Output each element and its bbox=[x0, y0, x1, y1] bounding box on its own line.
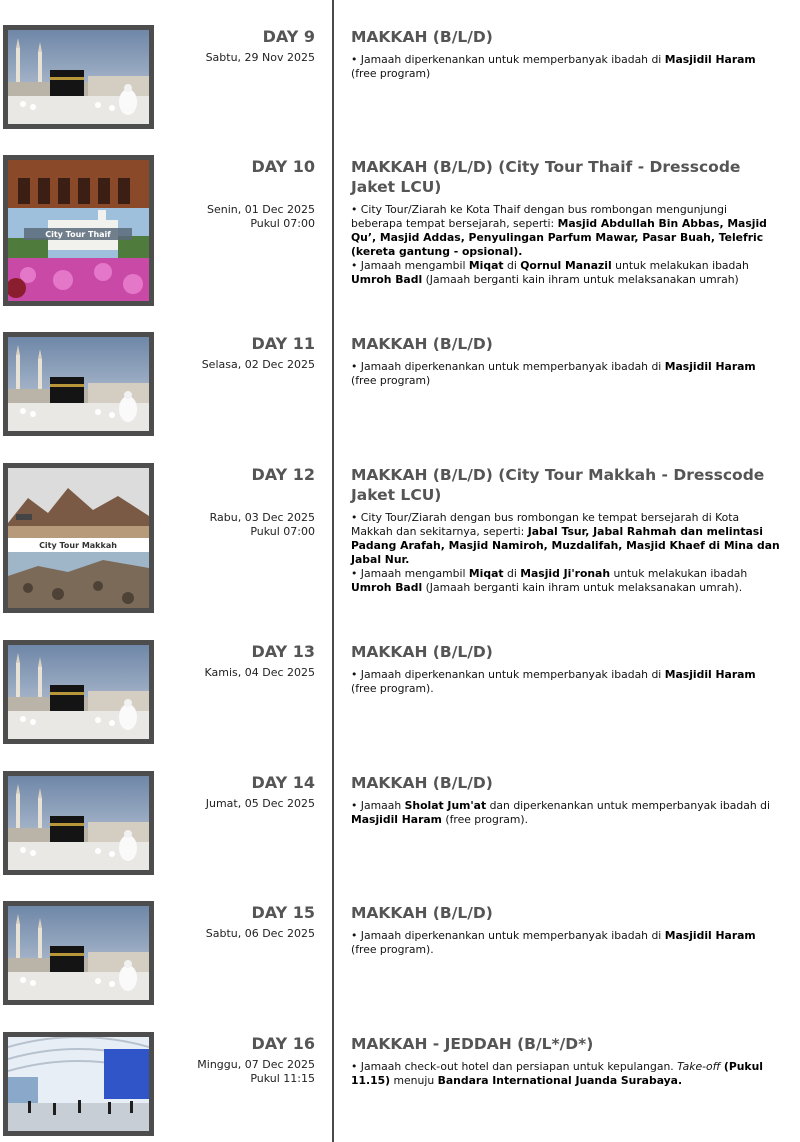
text-segment: untuk melakukan ibadah bbox=[611, 259, 749, 272]
bold-text: Qornul Manazil bbox=[520, 259, 612, 272]
text-segment: menuju bbox=[390, 1074, 438, 1087]
day-time: Pukul 11:15 bbox=[250, 1072, 315, 1085]
day-description bbox=[351, 203, 781, 259]
bold-text: (Pukul 11.15) bbox=[351, 1060, 763, 1087]
day-description bbox=[351, 1060, 781, 1088]
text-segment: • Jamaah diperkenankan untuk memperbanyak ibadah di bbox=[351, 668, 665, 681]
day-label: DAY 15 bbox=[251, 903, 315, 922]
day-time: Pukul 07:00 bbox=[250, 525, 315, 538]
bold-text: Masjid Abdullah Bin Abbas, Masjid Qu’, Masjid Addas, Penyulingan Parfum Mawar, Pasar Buah, Telefric (kereta gantung - opsional). bbox=[351, 217, 767, 258]
bold-text: Miqat bbox=[468, 567, 504, 580]
text-segment: (free program). bbox=[351, 682, 434, 695]
day-content bbox=[351, 1032, 781, 1088]
bold-text: Masjidil Haram bbox=[664, 929, 756, 942]
day-date: Senin, 01 Dec 2025 bbox=[206, 203, 315, 216]
day-date: Selasa, 02 Dec 2025 bbox=[201, 358, 315, 371]
day-description bbox=[351, 567, 781, 595]
kaaba-photo bbox=[3, 771, 154, 875]
bold-text: Umroh Badl bbox=[351, 273, 423, 286]
city-tour-thaif-collage bbox=[3, 155, 154, 306]
svg-text:City Tour Makkah: City Tour Makkah bbox=[39, 541, 117, 550]
day-title: MAKKAH (B/L/D) bbox=[351, 774, 493, 792]
day-label: DAY 9 bbox=[262, 27, 315, 46]
day-title: MAKKAH (B/L/D) (City Tour Thaif - Dresscode Jaket LCU) bbox=[351, 158, 741, 196]
text-segment: dan diperkenankan untuk memperbanyak ibadah di bbox=[486, 799, 771, 812]
day-info bbox=[160, 1032, 315, 1086]
text-segment: (Jamaah berganti kain ihram untuk melaksanakan umrah) bbox=[422, 273, 739, 286]
day-info bbox=[160, 640, 315, 680]
day-info bbox=[160, 771, 315, 811]
text-segment: (free program) bbox=[351, 374, 431, 387]
day-description bbox=[351, 668, 781, 696]
day-content bbox=[351, 901, 781, 957]
day-title: MAKKAH (B/L/D) bbox=[351, 335, 493, 353]
day-title: MAKKAH (B/L/D) bbox=[351, 904, 493, 922]
day-time: Pukul 07:00 bbox=[250, 217, 315, 230]
text-segment: (Jamaah berganti kain ihram untuk melaksanakan umrah). bbox=[422, 581, 743, 594]
day-date: Minggu, 07 Dec 2025 bbox=[197, 1058, 315, 1071]
text-segment: di bbox=[503, 259, 521, 272]
text-segment: untuk melakukan ibadah bbox=[610, 567, 748, 580]
kaaba-photo bbox=[3, 25, 154, 129]
city-tour-makkah-collage bbox=[3, 463, 154, 613]
day-content bbox=[351, 463, 781, 595]
day-info bbox=[160, 463, 315, 539]
day-description bbox=[351, 259, 781, 287]
day-title: MAKKAH - JEDDAH (B/L*/D*) bbox=[351, 1035, 594, 1053]
day-date: Sabtu, 06 Dec 2025 bbox=[205, 927, 315, 940]
day-description bbox=[351, 799, 781, 827]
kaaba-photo bbox=[3, 640, 154, 744]
text-segment: (free program). bbox=[441, 813, 529, 826]
bold-text: Masjid Ji'ronah bbox=[520, 567, 611, 580]
kaaba-photo bbox=[3, 901, 154, 1005]
italic-text: Take-off bbox=[677, 1060, 721, 1073]
day-description bbox=[351, 929, 781, 957]
bold-text: Bandara International Juanda Surabaya. bbox=[437, 1074, 683, 1087]
bold-text: Umroh Badl bbox=[351, 581, 423, 594]
day-date: Rabu, 03 Dec 2025 bbox=[209, 511, 315, 524]
day-label: DAY 16 bbox=[251, 1034, 315, 1053]
text-segment: • Jamaah mengambil bbox=[351, 567, 469, 580]
day-content bbox=[351, 640, 781, 696]
airport-terminal-photo bbox=[3, 1032, 154, 1136]
day-content bbox=[351, 155, 781, 287]
day-date: Sabtu, 29 Nov 2025 bbox=[205, 51, 315, 64]
text-segment: • Jamaah mengambil bbox=[351, 259, 469, 272]
text-segment: di bbox=[503, 567, 521, 580]
text-segment: • City Tour/Ziarah dengan bus rombongan ke tempat bersejarah di Kota Makkah dan sekitarnya, seperti: bbox=[351, 511, 740, 538]
bold-text: Jabal Tsur, Jabal Rahmah dan melintasi Padang Arafah, Masjid Namiroh, Muzdalifah, Masjid Khaef di Mina dan Jabal Nur. bbox=[351, 525, 780, 566]
text-segment: (free program) bbox=[351, 67, 431, 80]
kaaba-photo bbox=[3, 332, 154, 436]
day-label: DAY 13 bbox=[251, 642, 315, 661]
day-content bbox=[351, 332, 781, 388]
day-info bbox=[160, 25, 315, 65]
vertical-divider bbox=[332, 0, 334, 1142]
day-date: Kamis, 04 Dec 2025 bbox=[204, 666, 315, 679]
bold-text: Masjidil Haram bbox=[664, 53, 756, 66]
bold-text: Sholat Jum'at bbox=[404, 799, 487, 812]
day-content bbox=[351, 771, 781, 827]
day-label: DAY 12 bbox=[251, 465, 315, 484]
day-description bbox=[351, 511, 781, 567]
day-info bbox=[160, 155, 315, 231]
bold-text: Miqat bbox=[468, 259, 504, 272]
text-segment: • Jamaah bbox=[351, 799, 405, 812]
text-segment: • Jamaah check-out hotel dan persiapan untuk kepulangan. bbox=[351, 1060, 678, 1073]
text-segment: • Jamaah diperkenankan untuk memperbanyak ibadah di bbox=[351, 53, 665, 66]
day-label: DAY 14 bbox=[251, 773, 315, 792]
day-info bbox=[160, 901, 315, 941]
bold-text: Masjidil Haram bbox=[664, 360, 756, 373]
bold-text: Masjidil Haram bbox=[664, 668, 756, 681]
day-label: DAY 11 bbox=[251, 334, 315, 353]
text-segment: • Jamaah diperkenankan untuk memperbanyak ibadah di bbox=[351, 360, 665, 373]
day-description bbox=[351, 360, 781, 388]
text-segment: • Jamaah diperkenankan untuk memperbanyak ibadah di bbox=[351, 929, 665, 942]
day-date: Jumat, 05 Dec 2025 bbox=[205, 797, 315, 810]
svg-text:City Tour Thaif: City Tour Thaif bbox=[45, 230, 111, 239]
day-content bbox=[351, 25, 781, 81]
day-title: MAKKAH (B/L/D) bbox=[351, 28, 493, 46]
day-title: MAKKAH (B/L/D) bbox=[351, 643, 493, 661]
bold-text: Masjidil Haram bbox=[351, 813, 442, 826]
day-label: DAY 10 bbox=[251, 157, 315, 176]
day-description bbox=[351, 53, 781, 81]
text-segment: (free program). bbox=[351, 943, 434, 956]
text-segment: • City Tour/Ziarah ke Kota Thaif dengan bus rombongan mengunjungi beberapa tempat bersejarah, seperti: bbox=[351, 203, 727, 230]
day-info bbox=[160, 332, 315, 372]
day-title: MAKKAH (B/L/D) (City Tour Makkah - Dresscode Jaket LCU) bbox=[351, 466, 765, 504]
